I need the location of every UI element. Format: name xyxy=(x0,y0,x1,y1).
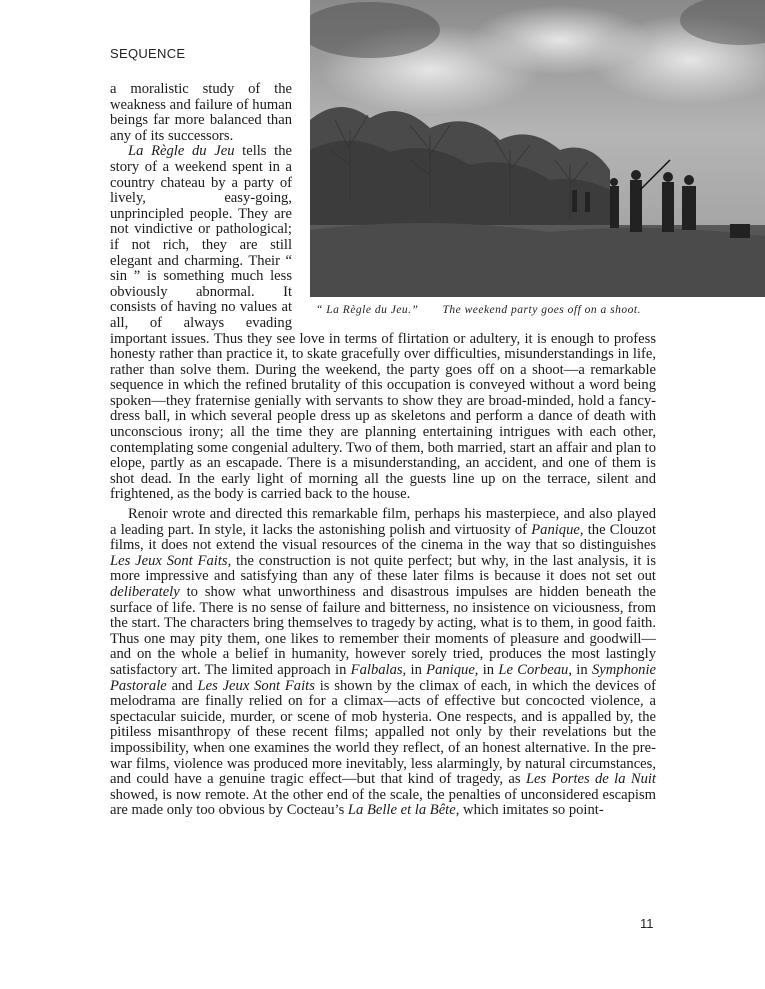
caption-film-title: “ La Règle du Jeu.” xyxy=(316,304,419,316)
p3-text-k: which imitates so point- xyxy=(459,802,604,819)
p3-text-d: to show what unworthiness and disastrous impulses are hidden beneath the surface of life. There is no sense of failure and bitterness, no insistence on viciousness, from the start. The characters bring themselves to tragedy by acting, what is to them, in good faith. Thus one may pity them, one likes to remember their moments of pleasure and goodwill—and on the whole a belief in humanity, however sorely tried, produces the most lastingly satisfactory art. The limited approach in xyxy=(110,584,656,678)
film-title: Panique, xyxy=(426,661,479,678)
film-title: Panique, xyxy=(531,521,584,538)
p3-text-h: and xyxy=(166,677,198,694)
article-body xyxy=(110,82,656,819)
emphasis: deliberately xyxy=(110,584,180,600)
p3-text-b: the Clouzot films, it does not extend the visual resources of the cinema in the way that so distinguishes xyxy=(110,521,657,554)
film-title: La Règle du Jeu xyxy=(128,143,235,160)
p3-text-j: showed, is now remote. At the other end of the scale, the penalties of unconsidered escapism are made only too obvious by Cocteau’s xyxy=(110,786,656,819)
caption-description: The weekend party goes off on a shoot. xyxy=(442,304,641,316)
film-title: Les Jeux Sont Faits, xyxy=(110,552,232,569)
film-title: Les Jeux Sont Faits xyxy=(197,677,315,694)
paragraph-1: a moralistic study of the weakness and failure of human beings far more balanced than any of its successors. xyxy=(110,81,292,144)
page-number: 11 xyxy=(640,916,654,931)
paragraph-3 xyxy=(110,507,656,819)
paragraph-2-text: tells the story of a weekend spent in a country chateau by a party of lively, easy-going, unprincipled people. They are not vindictive or pathological; if not rich, they are still elegant and charming. Their “ sin ” is something much less obviously abnormal. It consists of having no values at all, of always evading important issues. Thus they see love in terms of flirtation or adultery, it is enough to profess honesty rather than practice it, to skate gracefully over difficulties, misunderstandings in life, rather than solve them. During the weekend, the party goes off on a shoot—a remarkable sequence in which the refined brutality of this occupation is conveyed without a word being spoken—they fraternise genially with servants to show they are broad-minded, hold a fancy-dress ball, in which several people dress up as skeletons and perform a dance of death with unconscious irony; all the time they are planning entertaining intrigues with each other, contemplating some congenial adultery. Two of them, both married, start an affair and plan to elope, partly as an escapade. There is a misunderstanding, an accident, and one of them is shot dead. In the early light of morning all the guests line up on the terrace, silent and frightened, as the body is carried back to the house. xyxy=(110,143,656,503)
film-title: Symphonie Pastorale xyxy=(110,661,656,694)
film-title: Les Portes de la Nuit xyxy=(525,771,656,788)
running-head: SEQUENCE xyxy=(110,46,186,61)
p3-text-g: in xyxy=(572,661,592,678)
film-title: Le Corbeau, xyxy=(498,661,573,678)
p3-text-i: is shown by the climax of each, in which the devices of melodrama are finally relied on for a climax—acts of effective but concocted violence, a spectacular suicide, murder, or scene of mob hysteria. One respects, and is appalled by, the pitiless misanthropy of these recent films; appalled not only by their revelations but the impossibility, when one examines the world they reflect, of an honest alternative. In the pre-war films, violence was produced more inevitably, less alarmingly, by natural circumstances, and could have a genuine tragic effect—but that kind of tragedy, as xyxy=(110,677,656,788)
film-title: La Belle et la Bête, xyxy=(347,802,460,819)
film-title: Falbalas, xyxy=(350,661,407,678)
p3-text-c: the construction is not quite perfect; but why, in the last analysis, it is more impressive and satisfying than any of these later films is because it does not set out xyxy=(110,552,657,585)
p3-text-a: Renoir wrote and directed this remarkable film, perhaps his masterpiece, and also played a leading part. In style, it lacks the astonishing polish and virtuosity of xyxy=(110,506,656,538)
p3-text-e: in xyxy=(406,661,427,678)
photo-wrap-spacer xyxy=(292,82,656,330)
p3-text-f: in xyxy=(478,661,499,678)
